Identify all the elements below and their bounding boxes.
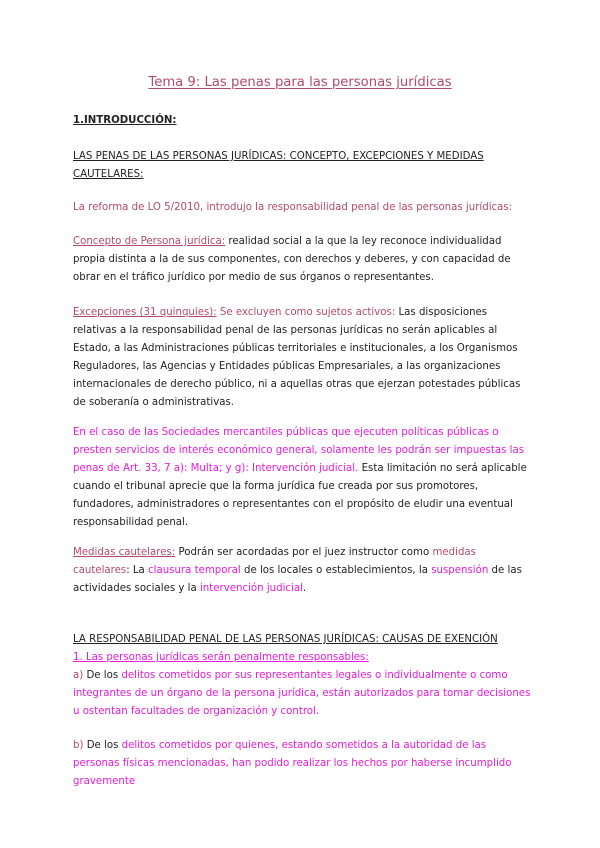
reforma-paragraph: La reforma de LO 5/2010, introdujo la responsabilidad penal de las personas jurídicas: bbox=[73, 202, 513, 213]
item-a-text: De los bbox=[83, 670, 122, 681]
intro-heading: 1.INTRODUCCIÓN: bbox=[73, 115, 177, 126]
concepto-paragraph bbox=[73, 233, 533, 287]
item-a-paragraph bbox=[73, 667, 533, 721]
medidas-text-5: . bbox=[302, 583, 307, 594]
sociedades-paragraph bbox=[73, 424, 533, 532]
section1-heading: LAS PENAS DE LAS PERSONAS JURÍDICAS: CONCEPTO, EXCEPCIONES Y MEDIDAS CAUTELARES: bbox=[73, 151, 484, 180]
section2-heading: LA RESPONSABILIDAD PENAL DE LAS PERSONAS JURÍDICAS: CAUSAS DE EXENCIÓN bbox=[73, 634, 498, 645]
concepto-label: Concepto de Persona jurídica: bbox=[73, 236, 226, 247]
item-b-paragraph bbox=[73, 737, 533, 791]
sociedades-pink: En el caso de las Sociedades mercantiles públicas que ejecuten políticas públicas o presten servicios de interés económico general, solamente les podrán ser impuestas las penas de Art. 33, 7 a): Multa; y g): Intervención judicial. bbox=[73, 427, 525, 474]
item-b-text: De los bbox=[83, 740, 122, 751]
medidas-text-2: : La bbox=[126, 565, 149, 576]
excepciones-label: Excepciones (31 quinquies): bbox=[73, 307, 217, 318]
item-a-label: a) bbox=[73, 670, 84, 681]
concepto-text: realidad social a la que la ley reconoce individualidad propia distinta a la de sus componentes, con derechos y deberes, y con capacidad de obrar en el tráfico jurídico por medio de sus órganos o representantes. bbox=[73, 236, 511, 283]
suspension-term: suspensión bbox=[431, 565, 489, 576]
excepciones-sub: Se excluyen como sujetos activos: bbox=[216, 307, 396, 318]
medidas-text-1: Podrán ser acordadas por el juez instructor como bbox=[175, 547, 433, 558]
medidas-paragraph bbox=[73, 544, 533, 598]
page-title: Tema 9: Las penas para las personas jurídicas bbox=[148, 75, 452, 90]
excepciones-text: Las disposiciones relativas a la responsabilidad penal de las personas jurídicas no serán aplicables al Estado, a las Administraciones públicas territoriales e institucionales, a los Organismos Reguladores, las Agencias y Entidades públicas Empresariales, a las organizaciones internacionales de derecho público, ni a aquellas otras que ejerzan potestades públicas de soberanía o administrativas. bbox=[73, 307, 521, 408]
clausura-term: clausura temporal bbox=[148, 565, 241, 576]
medidas-text-4: de las actividades sociales y la bbox=[73, 565, 522, 594]
item-b-pink: delitos cometidos por quienes, estando sometidos a la autoridad de las personas físicas mencionadas, han podido realizar los hechos por haberse incumplido gravemente bbox=[73, 740, 512, 787]
sociedades-text: Esta limitación no será aplicable cuando el tribunal aprecie que la forma jurídica fue creada por sus promotores, fundadores, administradores o representantes con el propósito de eludir una eventual responsabilidad penal. bbox=[73, 463, 527, 528]
excepciones-paragraph bbox=[73, 304, 533, 412]
item-b-label: b) bbox=[73, 740, 84, 751]
medidas-text-3: de los locales o establecimientos, la bbox=[240, 565, 432, 576]
intervencion-term: intervención judicial bbox=[199, 583, 303, 594]
medidas-cautelares-term: medidas cautelares bbox=[73, 547, 476, 576]
item-a-pink: delitos cometidos por sus representantes legales o individualmente o como integrantes de un órgano de la persona jurídica, están autorizados para tomar decisiones u ostentan facultades de organización y control. bbox=[73, 670, 531, 717]
item-1: 1. Las personas jurídicas serán penalmente responsables: bbox=[73, 652, 369, 663]
medidas-label: Medidas cautelares: bbox=[73, 547, 176, 558]
